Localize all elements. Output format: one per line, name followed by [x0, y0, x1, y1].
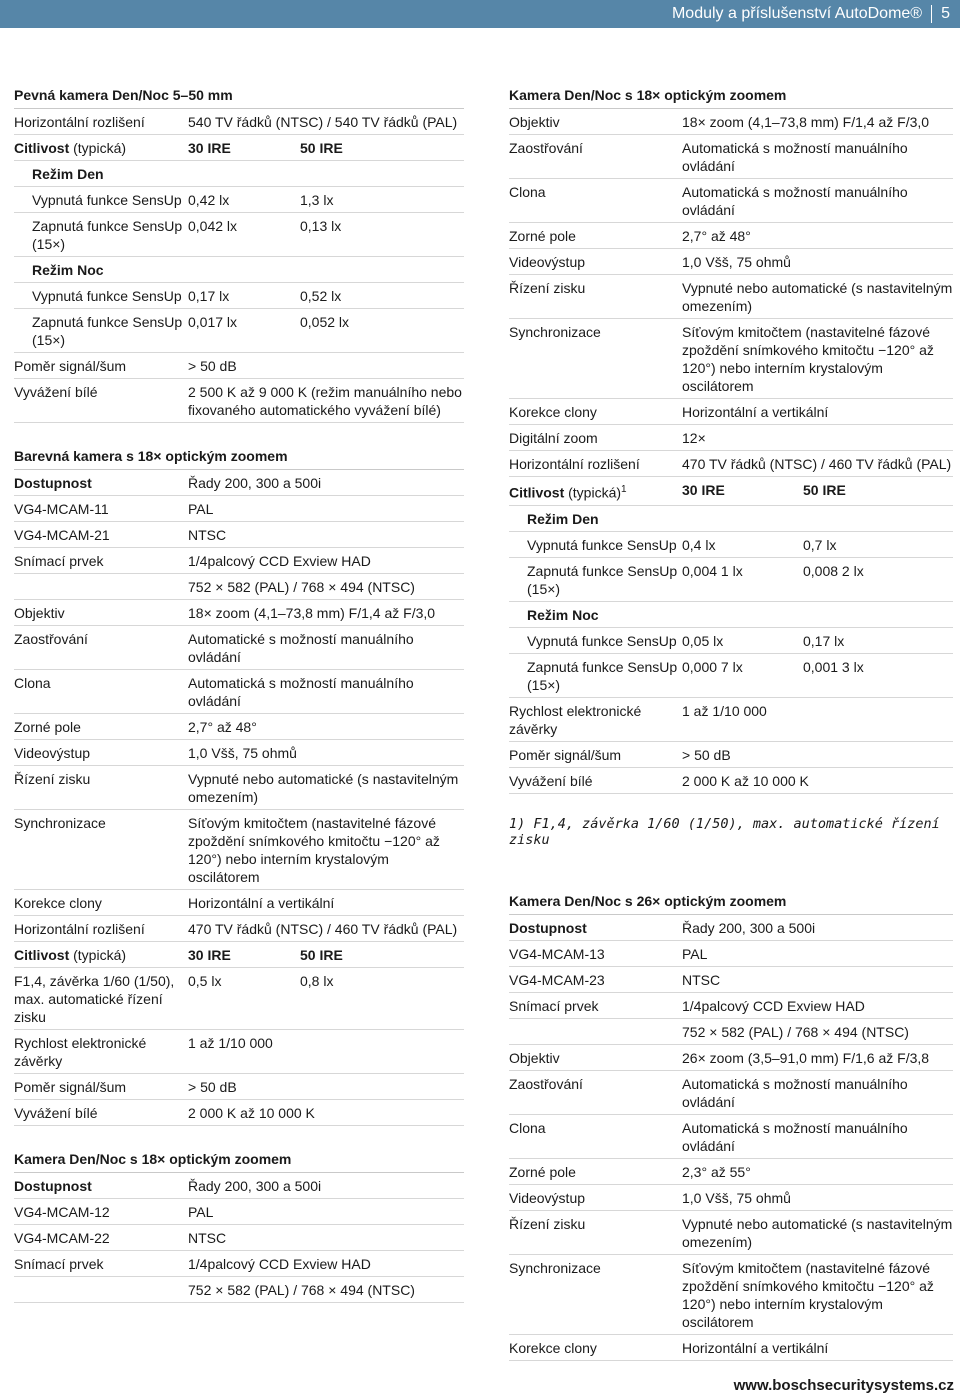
spec-label-text: VG4-MCAM-21 [14, 527, 110, 543]
spec-row [509, 768, 953, 794]
spec-label [509, 481, 682, 502]
spec-row [14, 600, 464, 626]
spec-row [509, 602, 953, 628]
spec-row [14, 213, 464, 257]
spec-value: Horizontální a vertikální [682, 404, 829, 420]
spec-value: PAL [188, 1204, 214, 1220]
spec-row [14, 522, 464, 548]
spec-label-text: Zorné pole [509, 228, 576, 244]
spec-label [14, 217, 188, 253]
spec-row [14, 1100, 464, 1126]
spec-label [509, 562, 682, 598]
spec-label [509, 183, 682, 219]
spec-label-text: Zapnutá funkce SensUp (15×) [527, 562, 678, 597]
spec-section [14, 1148, 464, 1303]
spec-row [509, 223, 953, 249]
spec-label [14, 894, 188, 912]
spec-row [509, 628, 953, 654]
spec-label [509, 1023, 682, 1041]
spec-label [509, 1119, 682, 1155]
spec-label-text: Vyvážení bílé [14, 384, 98, 400]
spec-label [509, 510, 682, 528]
spec-label [14, 139, 188, 157]
spec-label-note: (typická) [69, 140, 127, 156]
spec-row [14, 916, 464, 942]
spec-row [14, 109, 464, 135]
spec-row [509, 179, 953, 223]
spec-label [509, 919, 682, 937]
spec-label [509, 702, 682, 738]
spec-value: Síťovým kmitočtem (nastavitelné fázové zpoždění snímkového kmitočtu −120° až 120°) nebo interním krystalovým oscilátorem [682, 1259, 934, 1330]
spec-label [14, 1034, 188, 1070]
spec-label-text: Korekce clony [14, 895, 102, 911]
spec-row [14, 283, 464, 309]
spec-value: PAL [682, 945, 708, 962]
spec-label-text: Poměr signál/šum [509, 746, 622, 763]
section-title: Kamera Den/Noc s 18× optickým zoomem [14, 1148, 464, 1173]
spec-value-2: 50 IRE [300, 947, 343, 963]
spec-value-2: 50 IRE [803, 482, 846, 498]
spec-label-text: Clona [14, 675, 51, 691]
page-number: 5 [941, 5, 950, 22]
spec-value: 470 TV řádků (NTSC) / 460 TV řádků (PAL) [188, 921, 458, 937]
spec-value: 2,3° až 55° [682, 1163, 751, 1180]
spec-value: Automatická s možností manuálního ovládání [188, 675, 414, 709]
spec-label-text: Videovýstup [509, 254, 586, 270]
spec-label [509, 1215, 682, 1251]
spec-label-text: Režim Den [32, 166, 104, 182]
spec-row [509, 654, 953, 698]
spec-value: Horizontální a vertikální [188, 895, 335, 911]
spec-row [509, 993, 953, 1019]
spec-label [14, 1177, 188, 1195]
spec-row [509, 319, 953, 399]
spec-row [509, 698, 953, 742]
spec-value: 1,0 Všš, 75 ohmů [682, 254, 791, 270]
section-title: Kamera Den/Noc s 18× optickým zoomem [509, 84, 953, 109]
spec-row [14, 187, 464, 213]
spec-value: 2,7° až 48° [188, 719, 257, 735]
spec-row [14, 1225, 464, 1251]
spec-label [509, 632, 682, 650]
spec-value-2: 0,7 lx [803, 536, 837, 553]
spec-value: 470 TV řádků (NTSC) / 460 TV řádků (PAL) [682, 456, 952, 472]
header-divider [931, 5, 932, 23]
spec-row [509, 506, 953, 532]
spec-value: Řady 200, 300 a 500i [188, 475, 322, 491]
spec-label-text: Rychlost elektronické závěrky [509, 702, 642, 737]
spec-label-text: Poměr signál/šum [14, 358, 127, 374]
spec-label-text: Řízení zisku [509, 280, 586, 296]
spec-row [14, 574, 464, 600]
spec-label [509, 227, 682, 245]
spec-row [509, 451, 953, 477]
spec-label-text: Videovýstup [509, 1189, 586, 1206]
spec-label-text: Režim Den [527, 510, 599, 527]
spec-value: Vypnuté nebo automatické (s nastavitelným omezením) [682, 280, 953, 314]
spec-label [509, 772, 682, 790]
spec-row [509, 1019, 953, 1045]
spec-label [14, 674, 188, 710]
spec-value: 2,7° až 48° [682, 228, 751, 244]
spec-label-text: Korekce clony [509, 404, 597, 420]
spec-label [14, 630, 188, 666]
spec-row [509, 1159, 953, 1185]
spec-label [14, 604, 188, 622]
spec-label-text: Citlivost [14, 140, 70, 156]
spec-label-text: Objektiv [14, 605, 65, 621]
spec-row [509, 477, 953, 506]
spec-label [509, 1049, 682, 1067]
spec-label-text: Digitální zoom [509, 430, 598, 446]
spec-label [14, 191, 188, 209]
spec-section [509, 890, 953, 1361]
spec-label-text: Horizontální rozlišení [509, 456, 640, 472]
spec-label [14, 357, 188, 375]
spec-row [509, 967, 953, 993]
spec-label-text: Zaostřování [14, 631, 88, 647]
section-title: Pevná kamera Den/Noc 5–50 mm [14, 84, 464, 109]
spec-label [509, 945, 682, 963]
spec-value: 752 × 582 (PAL) / 768 × 494 (NTSC) [188, 579, 415, 595]
spec-value: Automatická s možností manuálního ovládání [682, 1075, 908, 1110]
spec-row [14, 670, 464, 714]
spec-row [509, 399, 953, 425]
spec-label [509, 429, 682, 447]
spec-row [14, 714, 464, 740]
spec-label-text: Poměr signál/šum [14, 1079, 127, 1095]
spec-value: > 50 dB [188, 358, 237, 374]
spec-label [509, 971, 682, 989]
spec-label [509, 746, 682, 764]
spec-value: 0,042 lx [188, 218, 238, 234]
spec-label-note: (typická) [564, 484, 622, 501]
spec-row [14, 1030, 464, 1074]
spec-row [509, 1071, 953, 1115]
spec-value: 1/4palcový CCD Exview HAD [188, 1256, 371, 1272]
footnote-ref: 1 [621, 484, 627, 495]
spec-row [14, 1251, 464, 1277]
spec-value-2: 1,3 lx [300, 192, 334, 208]
spec-label-text: Snímací prvek [509, 997, 599, 1014]
spec-row [14, 161, 464, 187]
spec-row [14, 548, 464, 574]
spec-label [14, 1281, 188, 1299]
spec-label [509, 1075, 682, 1111]
spec-label-text: Citlivost [509, 484, 565, 501]
spec-label-text: Clona [509, 1119, 546, 1136]
header-title: Moduly a příslušenství AutoDome® [671, 5, 923, 22]
spec-label-text: Řízení zisku [509, 1215, 586, 1232]
spec-label-text: Zaostřování [509, 1075, 583, 1092]
spec-value: NTSC [188, 527, 227, 543]
spec-label [14, 972, 188, 1026]
spec-label-text: Videovýstup [14, 745, 91, 761]
spec-value-2: 0,52 lx [300, 288, 342, 304]
spec-row [14, 968, 464, 1030]
spec-value: 0,4 lx [682, 536, 716, 553]
spec-label [509, 279, 682, 315]
page-header [0, 0, 960, 28]
spec-label [14, 500, 188, 518]
spec-value: 30 IRE [682, 482, 725, 498]
spec-value: 1/4palcový CCD Exview HAD [682, 997, 865, 1014]
spec-value: 18× zoom (4,1–73,8 mm) F/1,4 až F/3,0 [682, 114, 930, 130]
spec-value: 0,000 7 lx [682, 658, 743, 675]
spec-label-text: Rychlost elektronické závěrky [14, 1035, 147, 1069]
spec-value: 1/4palcový CCD Exview HAD [188, 553, 371, 569]
spec-label [14, 474, 188, 492]
spec-label [509, 1339, 682, 1357]
spec-value-2: 0,17 lx [803, 632, 845, 649]
spec-label [14, 718, 188, 736]
spec-value: Síťovým kmitočtem (nastavitelné fázové zpoždění snímkového kmitočtu −120° až 120°) nebo interním krystalovým oscilátorem [188, 815, 440, 885]
spec-value: 26× zoom (3,5–91,0 mm) F/1,6 až F/3,8 [682, 1049, 930, 1066]
spec-label [14, 770, 188, 806]
spec-label-text: Synchronizace [14, 815, 106, 831]
spec-value: 2 000 K až 10 000 K [682, 772, 809, 789]
spec-value: 2 500 K až 9 000 K (režim manuálního nebo fixovaného automatického vyvážení bílé) [188, 384, 462, 418]
spec-label [509, 253, 682, 271]
spec-row [509, 1335, 953, 1361]
spec-value: > 50 dB [682, 746, 731, 763]
spec-row [509, 1045, 953, 1071]
spec-value: 752 × 582 (PAL) / 768 × 494 (NTSC) [682, 1023, 909, 1040]
spec-label-text: Citlivost [14, 947, 70, 963]
spec-row [509, 249, 953, 275]
spec-label-text: Objektiv [509, 1049, 560, 1066]
spec-value: 2 000 K až 10 000 K [188, 1105, 315, 1121]
spec-row [14, 379, 464, 423]
spec-label [14, 814, 188, 886]
spec-label [509, 536, 682, 554]
spec-section [509, 84, 953, 794]
spec-row [14, 496, 464, 522]
spec-value: 1,0 Všš, 75 ohmů [682, 1189, 791, 1206]
spec-label [14, 113, 188, 131]
spec-value: 752 × 582 (PAL) / 768 × 494 (NTSC) [188, 1282, 415, 1298]
spec-value: 18× zoom (4,1–73,8 mm) F/1,4 až F/3,0 [188, 605, 436, 621]
spec-row [14, 257, 464, 283]
spec-label [14, 744, 188, 762]
spec-label-text: Vypnutá funkce SensUp [527, 632, 677, 649]
spec-row [14, 353, 464, 379]
spec-label [14, 1229, 188, 1247]
spec-row [509, 742, 953, 768]
spec-label-text: Zapnutá funkce SensUp (15×) [527, 658, 678, 693]
spec-label [14, 383, 188, 419]
spec-row [14, 766, 464, 810]
spec-label [14, 578, 188, 596]
spec-label-text: Zorné pole [509, 1163, 576, 1180]
spec-label-text: Režim Noc [527, 606, 599, 623]
spec-value-2: 50 IRE [300, 140, 343, 156]
spec-label [14, 920, 188, 938]
spec-value: 1 až 1/10 000 [682, 702, 767, 719]
spec-label-text: Vypnutá funkce SensUp [32, 288, 182, 304]
spec-label [509, 606, 682, 624]
spec-value: 0,05 lx [682, 632, 724, 649]
spec-row [14, 1277, 464, 1303]
spec-label-text: Horizontální rozlišení [14, 114, 145, 130]
spec-label-text: VG4-MCAM-12 [14, 1204, 110, 1220]
spec-label-text: Řízení zisku [14, 771, 91, 787]
spec-value: > 50 dB [188, 1079, 237, 1095]
spec-value: 0,17 lx [188, 288, 230, 304]
spec-row [509, 425, 953, 451]
spec-value: 30 IRE [188, 947, 231, 963]
spec-row [509, 532, 953, 558]
spec-label-text: Dostupnost [14, 1178, 92, 1194]
spec-label-text: Zaostřování [509, 140, 583, 156]
spec-label [14, 1203, 188, 1221]
spec-label-text: F1,4, závěrka 1/60 (1/50), max. automatické řízení zisku [14, 973, 175, 1025]
spec-value: Horizontální a vertikální [682, 1339, 829, 1356]
spec-label-text: Synchronizace [509, 1259, 601, 1276]
spec-value: 0,42 lx [188, 192, 230, 208]
spec-value: Vypnuté nebo automatické (s nastavitelným omezením) [682, 1215, 953, 1250]
spec-row [509, 275, 953, 319]
spec-value: Automatická s možností manuálního ovládání [682, 140, 908, 174]
spec-label-text: VG4-MCAM-13 [509, 945, 605, 962]
spec-row [14, 135, 464, 161]
spec-row [509, 941, 953, 967]
spec-label [14, 313, 188, 349]
spec-value-2: 0,052 lx [300, 314, 350, 330]
spec-label [14, 1255, 188, 1273]
spec-value-2: 0,008 2 lx [803, 562, 864, 579]
spec-value-2: 0,8 lx [300, 973, 334, 989]
spec-label-text: Dostupnost [509, 919, 587, 936]
spec-value: Síťovým kmitočtem (nastavitelné fázové zpoždění snímkového kmitočtu −120° až 120°) nebo interním krystalovým oscilátorem [682, 324, 934, 394]
spec-row [509, 1185, 953, 1211]
spec-value: NTSC [682, 971, 721, 988]
spec-value: Řady 200, 300 a 500i [188, 1178, 322, 1194]
spec-label [14, 287, 188, 305]
spec-label-text: Snímací prvek [14, 1256, 104, 1272]
spec-label [14, 1078, 188, 1096]
spec-value: 1,0 Všš, 75 ohmů [188, 745, 297, 761]
spec-row [509, 915, 953, 941]
spec-label-text: Vypnutá funkce SensUp [527, 536, 677, 553]
spec-value: 12× [682, 430, 706, 446]
spec-row [509, 1115, 953, 1159]
spec-label [14, 552, 188, 570]
spec-label-text: Dostupnost [14, 475, 92, 491]
spec-section [14, 445, 464, 1126]
spec-row [14, 740, 464, 766]
spec-row [14, 309, 464, 353]
spec-label-text: Objektiv [509, 114, 560, 130]
spec-value: Automatická s možností manuálního ovládání [682, 184, 908, 218]
spec-label-text: Režim Noc [32, 262, 104, 278]
spec-value: 1 až 1/10 000 [188, 1035, 273, 1051]
spec-row [14, 1199, 464, 1225]
spec-row [14, 470, 464, 496]
spec-row [14, 626, 464, 670]
spec-label [509, 1163, 682, 1181]
spec-label [14, 1104, 188, 1122]
spec-row [14, 810, 464, 890]
spec-row [14, 1173, 464, 1199]
spec-label [509, 455, 682, 473]
spec-label [14, 526, 188, 544]
spec-label [509, 113, 682, 131]
spec-label [14, 946, 188, 964]
spec-label-text: Zorné pole [14, 719, 81, 735]
spec-label [509, 323, 682, 395]
spec-label-text: Zapnutá funkce SensUp (15×) [32, 314, 183, 348]
spec-value-2: 0,13 lx [300, 218, 342, 234]
spec-label [509, 139, 682, 175]
spec-label-text: VG4-MCAM-22 [14, 1230, 110, 1246]
spec-label-text: Snímací prvek [14, 553, 104, 569]
spec-label-text: Vyvážení bílé [509, 772, 593, 789]
spec-value-2: 0,001 3 lx [803, 658, 864, 675]
spec-label-text: Vypnutá funkce SensUp [32, 192, 182, 208]
spec-row [14, 1074, 464, 1100]
spec-label [509, 1259, 682, 1331]
spec-value: PAL [188, 501, 214, 517]
section-title: Kamera Den/Noc s 26× optickým zoomem [509, 890, 953, 915]
spec-row [14, 942, 464, 968]
spec-value: 0,5 lx [188, 973, 222, 989]
spec-value: 0,004 1 lx [682, 562, 743, 579]
spec-label-text: Clona [509, 184, 546, 200]
spec-label [509, 403, 682, 421]
spec-value: Vypnuté nebo automatické (s nastavitelným omezením) [188, 771, 459, 805]
footnote: 1) F1,4, závěrka 1/60 (1/50), max. automatické řízení zisku [509, 815, 940, 848]
spec-label-text: Horizontální rozlišení [14, 921, 145, 937]
spec-row [509, 109, 953, 135]
spec-value: 0,017 lx [188, 314, 238, 330]
spec-value: 540 TV řádků (NTSC) / 540 TV řádků (PAL) [188, 114, 458, 130]
spec-row [14, 890, 464, 916]
left-column [14, 84, 464, 1325]
spec-value: Automatické s možností manuálního ovládání [188, 631, 414, 665]
spec-row [509, 558, 953, 602]
spec-value: Automatická s možností manuálního ovládání [682, 1119, 908, 1154]
section-title: Barevná kamera s 18× optickým zoomem [14, 445, 464, 470]
spec-label-text: VG4-MCAM-11 [14, 501, 109, 517]
spec-label-text: Zapnutá funkce SensUp (15×) [32, 218, 183, 252]
spec-value: 30 IRE [188, 140, 231, 156]
website-link[interactable]: www.boschsecuritysystems.cz [733, 1377, 954, 1394]
spec-label-text: Korekce clony [509, 1339, 597, 1356]
spec-label-text: VG4-MCAM-23 [509, 971, 605, 988]
spec-label-note: (typická) [69, 947, 127, 963]
spec-value: NTSC [188, 1230, 227, 1246]
spec-label [509, 658, 682, 694]
spec-value: Řady 200, 300 a 500i [682, 919, 816, 936]
spec-label-text: Synchronizace [509, 324, 601, 340]
spec-label [509, 997, 682, 1015]
spec-label-text: Vyvážení bílé [14, 1105, 98, 1121]
spec-row [509, 1255, 953, 1335]
spec-label [509, 1189, 682, 1207]
spec-row [509, 135, 953, 179]
right-column [509, 84, 953, 1383]
spec-row [509, 1211, 953, 1255]
spec-section [14, 84, 464, 423]
spec-label [14, 261, 188, 279]
spec-label [14, 165, 188, 183]
